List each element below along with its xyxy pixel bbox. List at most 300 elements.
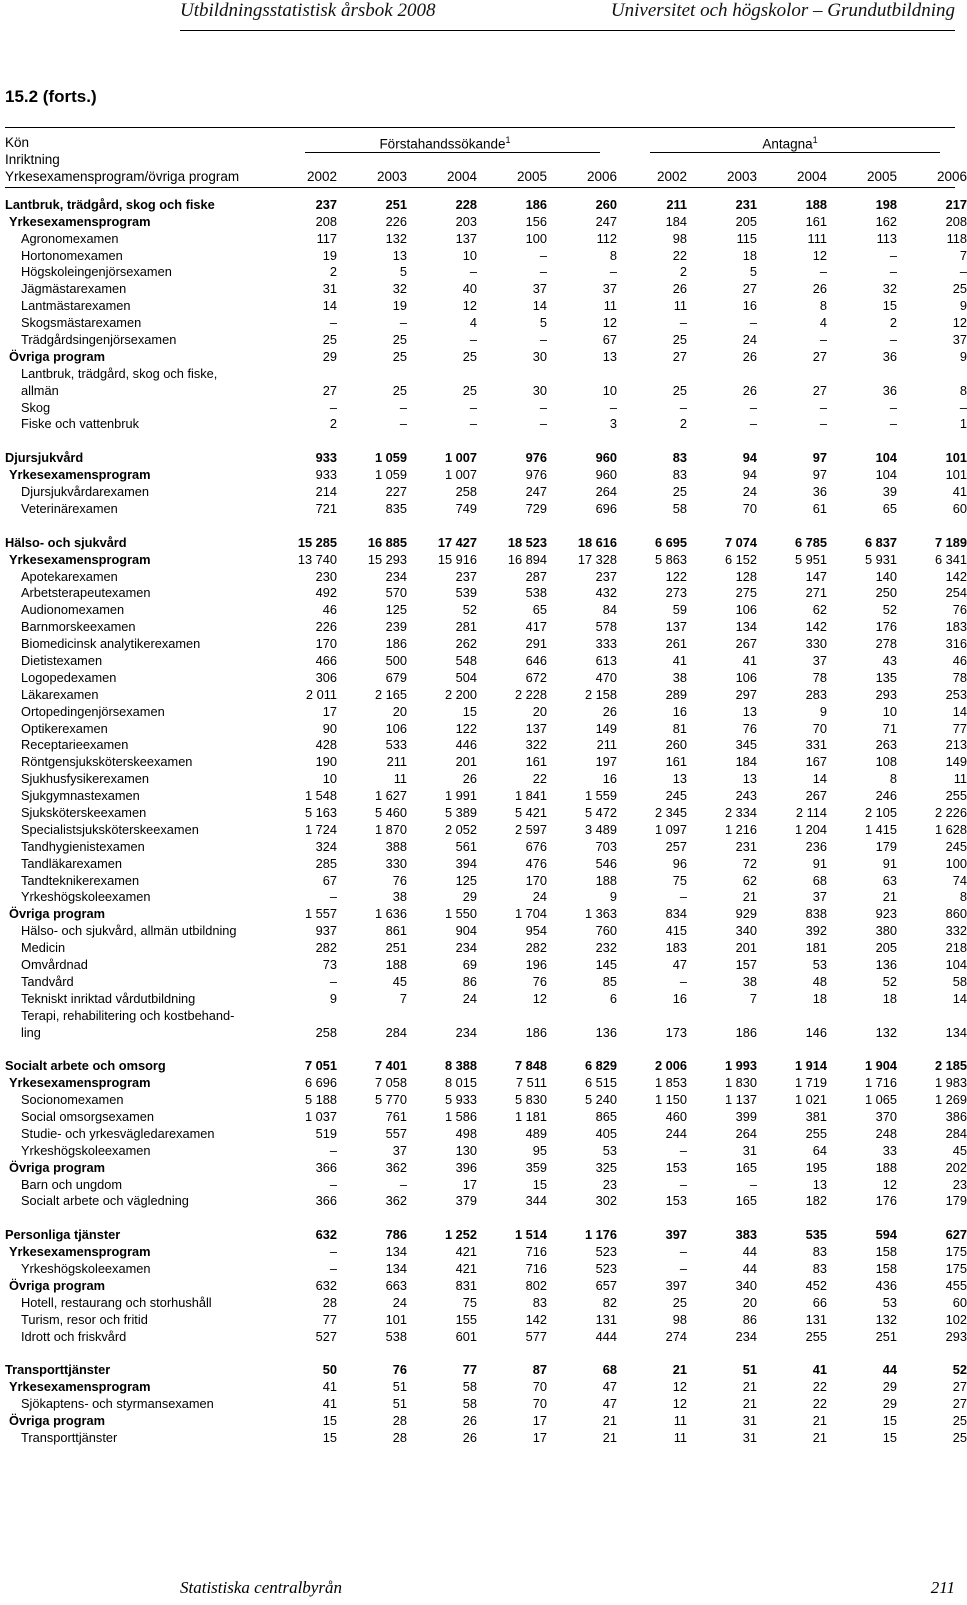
row-label: Specialistsjuksköterskeexamen [21,821,199,837]
table-cell: 21 [602,1413,617,1429]
table-cell: 749 [455,500,477,516]
row-label: Agronomexamen [21,230,119,246]
table-cell: 5 933 [444,1092,477,1108]
table-cell: 2 597 [514,821,547,837]
table-cell: 19 [322,247,337,263]
table-cell: 69 [462,956,477,972]
table-cell: 190 [315,754,337,770]
table-cell: 289 [665,686,687,702]
column-header-program: Yrkesexamensprogram/övriga program [5,169,240,184]
table-cell: 933 [315,450,337,466]
row-label: Yrkesexamensprogram [9,467,151,483]
table-cell: 538 [385,1328,407,1344]
table-cell: 11 [673,298,687,314]
table-cell: 95 [532,1142,547,1158]
table-cell: 1 548 [304,788,337,804]
table-cell: 134 [945,1024,967,1040]
row-label: Hälso- och sjukvård, allmän utbildning [21,923,237,939]
table-cell: 12 [532,990,547,1006]
table-cell: 203 [455,213,477,229]
header-rule [180,30,955,31]
table-cell: 324 [315,838,337,854]
table-cell: 186 [525,196,547,212]
table-cell: 51 [392,1379,407,1395]
table-cell: 601 [455,1328,477,1344]
table-cell: 43 [882,652,897,668]
table-cell: 2 226 [934,804,967,820]
row-label: Receptarieexamen [21,737,129,753]
table-cell: 29 [882,1379,897,1395]
table-cell: 1 007 [444,450,477,466]
table-cell: 679 [385,669,407,685]
table-cell: 535 [805,1227,827,1243]
table-cell: 362 [385,1193,407,1209]
table-cell: 31 [742,1413,757,1429]
table-cell: 676 [525,838,547,854]
table-cell: 6 696 [304,1075,337,1091]
table-cell: 561 [455,838,477,854]
table-cell: 31 [322,281,337,297]
page-number: 211 [930,1578,955,1597]
table-cell: 211 [386,754,407,770]
table-cell: 47 [602,1396,617,1412]
row-label: Tekniskt inriktad vårdutbildning [21,990,196,1006]
table-cell: 26 [742,382,757,398]
row-label: Läkarexamen [21,686,99,702]
row-spacer [0,432,960,449]
table-cell: 284 [945,1125,967,1141]
table-cell: 184 [735,754,757,770]
table-cell: 27 [812,348,827,364]
table-cell: 12 [602,315,617,331]
table-cell: 2 [889,315,897,331]
row-label: Transporttjänster [5,1362,111,1378]
table-cell: 359 [525,1159,547,1175]
table-cell: 3 [609,416,617,432]
table-cell: 25 [322,332,337,348]
table-cell: 2 052 [444,821,477,837]
table-row [0,1057,967,1074]
table-cell: 237 [315,196,337,212]
table-cell: 421 [455,1261,477,1277]
table-cell: 1 204 [794,821,827,837]
table-cell: 179 [875,838,897,854]
table-cell: 58 [462,1379,477,1395]
table-row [0,196,967,213]
table-cell: 14 [952,703,967,719]
table-cell: 36 [882,382,897,398]
row-label: Övriga program [9,1277,106,1293]
table-row [0,1108,967,1125]
table-cell: – [679,315,687,331]
table-cell: 167 [805,754,827,770]
table-cell: 53 [602,1142,617,1158]
year-header: 2004 [446,169,477,184]
table-cell: – [539,416,547,432]
table-cell: 86 [742,1311,757,1327]
table-cell: 500 [385,652,407,668]
table-row [0,585,967,602]
table-cell: 9 [819,703,827,719]
table-cell: 1 557 [304,906,337,922]
table-cell: 255 [805,1328,827,1344]
table-cell: – [469,264,477,280]
table-cell: 11 [953,771,967,787]
table-cell: 333 [595,636,617,652]
table-row [0,922,967,939]
table-cell: 41 [672,652,687,668]
table-cell: 67 [602,332,617,348]
table-cell: 1 559 [584,788,617,804]
table-cell: 397 [665,1227,687,1243]
table-cell: 1 216 [724,821,757,837]
table-cell: 960 [595,467,617,483]
table-cell: 142 [945,568,967,584]
table-cell: 7 401 [374,1058,407,1074]
table-cell: 366 [315,1193,337,1209]
table-cell: 21 [742,1396,757,1412]
table-cell: 302 [595,1193,617,1209]
table-cell: 22 [812,1396,827,1412]
table-cell: 282 [525,940,547,956]
row-label: Hortonomexamen [21,247,123,263]
table-cell: 492 [315,585,337,601]
table-cell: 15 [532,1176,547,1192]
table-cell: 97 [812,467,827,483]
table-cell: 7 058 [374,1075,407,1091]
table-cell: 1 059 [374,467,407,483]
table-cell: 246 [875,788,897,804]
table-cell: 392 [805,923,827,939]
table-cell: 257 [665,838,687,854]
table-cell: 179 [945,1193,967,1209]
table-cell: 165 [735,1159,757,1175]
table-cell: 78 [812,669,827,685]
table-cell: – [679,1176,687,1192]
row-label: Idrott och friskvård [21,1328,127,1344]
table-row [0,264,967,281]
table-row [0,1412,967,1429]
table-cell: 26 [602,703,617,719]
table-row [0,973,967,990]
table-cell: 466 [315,652,337,668]
table-cell: 15 [882,1413,897,1429]
table-row [0,348,967,365]
table-cell: 380 [875,923,897,939]
table-cell: 51 [742,1362,757,1378]
year-header: 2006 [936,169,967,184]
table-cell: 2 [679,416,687,432]
table-cell: 703 [595,838,617,854]
table-cell: 186 [735,1024,757,1040]
row-label: Optikerexamen [21,720,108,736]
table-cell: 415 [665,923,687,939]
table-cell: 130 [455,1142,477,1158]
table-cell: 227 [385,484,407,500]
row-label: Yrkesexamensprogram [9,213,151,229]
table-cell: 27 [812,382,827,398]
table-cell: 716 [525,1244,547,1260]
table-cell: 802 [525,1277,547,1293]
table-cell: 157 [735,956,757,972]
table-cell: 1 853 [654,1075,687,1091]
table-cell: 6 785 [794,534,827,550]
table-cell: 68 [602,1362,617,1378]
table-cell: 173 [665,1024,687,1040]
table-row [0,905,967,922]
table-cell: 237 [455,568,477,584]
header-section: Universitet och högskolor – Grundutbildning [610,0,955,21]
table-cell: 6 829 [584,1058,617,1074]
table-cell: 28 [392,1413,407,1429]
table-cell: 498 [455,1125,477,1141]
table-cell: 15 [462,703,477,719]
table-cell: 37 [602,281,617,297]
year-header: 2003 [376,169,407,184]
table-cell: 244 [665,1125,687,1141]
table-cell: 22 [672,247,687,263]
table-cell: 527 [315,1328,337,1344]
row-label: Yrkeshögskoleexamen [21,1261,151,1277]
table-cell: 12 [952,315,967,331]
table-cell: 106 [735,669,757,685]
table-cell: 1 176 [584,1227,617,1243]
table-cell: 281 [455,619,477,635]
table-cell: 476 [525,855,547,871]
table-cell: 489 [525,1125,547,1141]
table-cell: – [679,1261,687,1277]
row-label: Yrkeshögskoleexamen [21,1142,151,1158]
table-cell: 27 [952,1396,967,1412]
table-cell: 954 [525,923,547,939]
table-cell: 258 [455,484,477,500]
table-cell: – [329,889,337,905]
table-cell: 2 114 [795,804,827,820]
table-row [0,1176,967,1193]
table-cell: – [679,1142,687,1158]
table-cell: – [679,889,687,905]
table-title: 15.2 (forts.) [5,87,97,106]
table-cell: 97 [812,450,827,466]
table-row [0,314,967,331]
table-row [0,889,967,906]
table-cell: 24 [532,889,547,905]
table-cell: 12 [672,1379,687,1395]
table-cell: 26 [742,348,757,364]
table-cell: 202 [945,1159,967,1175]
table-cell: 6 [609,990,617,1006]
table-cell: 234 [455,1024,477,1040]
table-cell: 122 [665,568,687,584]
table-cell: 128 [735,568,757,584]
table-cell: 25 [672,484,687,500]
table-cell: 12 [672,1396,687,1412]
table-cell: 26 [462,1429,477,1445]
table-row [0,838,967,855]
table-cell: 20 [742,1294,757,1310]
table-cell: – [329,973,337,989]
table-cell: 10 [602,382,617,398]
table-cell: 2 006 [654,1058,687,1074]
table-cell: 5 [399,264,407,280]
table-cell: 136 [595,1024,617,1040]
table-cell: 248 [875,1125,897,1141]
table-cell: 250 [875,585,897,601]
table-cell: 1 628 [934,821,967,837]
table-cell: 137 [455,230,477,246]
table-cell: 118 [946,230,967,246]
table-cell: 5 830 [514,1092,547,1108]
table-cell: 226 [315,619,337,635]
row-label: Barn och ungdom [21,1176,123,1192]
row-label: Logopedexamen [21,669,117,685]
row-label: Dietistexamen [21,652,103,668]
table-cell: 36 [812,484,827,500]
table-cell: 557 [385,1125,407,1141]
table-cell: 91 [812,855,827,871]
table-cell: 26 [462,771,477,787]
table-body [0,196,967,1446]
table-cell: 214 [315,484,337,500]
table-cell: 87 [532,1362,547,1378]
table-cell: – [399,315,407,331]
table-cell: 176 [875,619,897,635]
table-cell: 3 489 [584,821,617,837]
table-cell: 58 [952,973,967,989]
table-cell: – [539,264,547,280]
table-cell: 28 [322,1294,337,1310]
row-label: Sjuksköterskeexamen [21,804,147,820]
table-row [0,703,967,720]
table-cell: 68 [812,872,827,888]
table-cell: 838 [805,906,827,922]
table-cell: 77 [322,1311,337,1327]
table-cell: 59 [672,602,687,618]
table-cell: 44 [882,1362,897,1378]
table-cell: 37 [812,652,827,668]
table-cell: 7 511 [515,1075,547,1091]
table-cell: 2 158 [584,686,617,702]
table-cell: 243 [735,788,757,804]
table-cell: 201 [735,940,757,956]
row-label: Ortopedingenjörsexamen [21,703,165,719]
table-cell: 132 [385,230,407,246]
table-cell: 1 830 [724,1075,757,1091]
table-cell: 15 285 [297,534,337,550]
table-cell: – [609,399,617,415]
table-cell: 21 [882,889,897,905]
table-cell: 7 848 [514,1058,547,1074]
table-cell: 255 [945,788,967,804]
table-cell: 322 [525,737,547,753]
row-label: Transporttjänster [21,1429,118,1445]
table-cell: 182 [805,1193,827,1209]
table-cell: 37 [952,332,967,348]
table-cell: – [889,247,897,263]
table-cell: 283 [805,686,827,702]
table-cell: 94 [742,467,757,483]
table-cell: 24 [742,332,757,348]
table-cell: 58 [462,1396,477,1412]
table-cell: 41 [322,1379,337,1395]
table-cell: 183 [945,619,967,635]
table-cell: – [679,399,687,415]
table-row [0,568,967,585]
row-label: Sjökaptens- och styrmansexamen [21,1396,214,1412]
table-cell: 53 [812,956,827,972]
row-label: Socialt arbete och vägledning [21,1193,189,1209]
table-cell: 253 [945,686,967,702]
group-header-applicants [295,135,595,152]
table-cell: 861 [385,923,407,939]
table-cell: 632 [315,1277,337,1293]
table-cell: 929 [735,906,757,922]
table-cell: 24 [742,484,757,500]
row-label: Yrkesexamensprogram [9,1075,151,1091]
table-cell: 904 [455,923,477,939]
table-cell: 264 [735,1125,757,1141]
table-cell: 100 [525,230,547,246]
table-cell: 70 [532,1396,547,1412]
table-cell: 345 [735,737,757,753]
table-cell: 25 [672,332,687,348]
table-cell: 267 [805,788,827,804]
table-cell: 2 200 [444,686,477,702]
footer-publisher: Statistiska centralbyrån [180,1578,342,1597]
table-cell: – [819,416,827,432]
table-cell: 18 523 [507,534,547,550]
table-cell: 523 [595,1261,617,1277]
table-cell: 18 [812,990,827,1006]
table-row [0,1226,967,1243]
row-spacer [0,1041,960,1058]
table-cell: – [469,332,477,348]
table-cell: 65 [882,500,897,516]
table-cell: 260 [665,737,687,753]
row-label: Hotell, restaurang och storhushåll [21,1294,212,1310]
row-label: Skog [21,399,51,415]
table-cell: 25 [392,348,407,364]
table-cell: 234 [385,568,407,584]
table-cell: 101 [945,467,967,483]
table-cell: 236 [805,838,827,854]
table-cell: – [819,399,827,415]
table-cell: 5 389 [444,804,477,820]
table-cell: 577 [525,1328,547,1344]
table-cell: 76 [532,973,547,989]
row-label [21,1007,291,1041]
table-cell: 137 [525,720,547,736]
row-label: Djursjukvård [5,450,84,466]
table-cell: 533 [385,737,407,753]
table-cell: 16 885 [367,534,407,550]
table-row [0,956,967,973]
table-cell: 325 [595,1159,617,1175]
table-cell: 663 [385,1277,407,1293]
table-cell: 205 [735,213,757,229]
table-cell: 16 [602,771,617,787]
table-cell: 344 [525,1193,547,1209]
table-cell: 865 [595,1109,617,1125]
table-cell: 25 [952,1413,967,1429]
row-label: Yrkesexamensprogram [9,1379,151,1395]
row-label: Sjukgymnastexamen [21,788,140,804]
table-cell: 5 [539,315,547,331]
table-cell: 1 150 [654,1092,687,1108]
table-cell: 7 [959,247,967,263]
table-cell: 186 [385,636,407,652]
table-cell: 196 [525,956,547,972]
